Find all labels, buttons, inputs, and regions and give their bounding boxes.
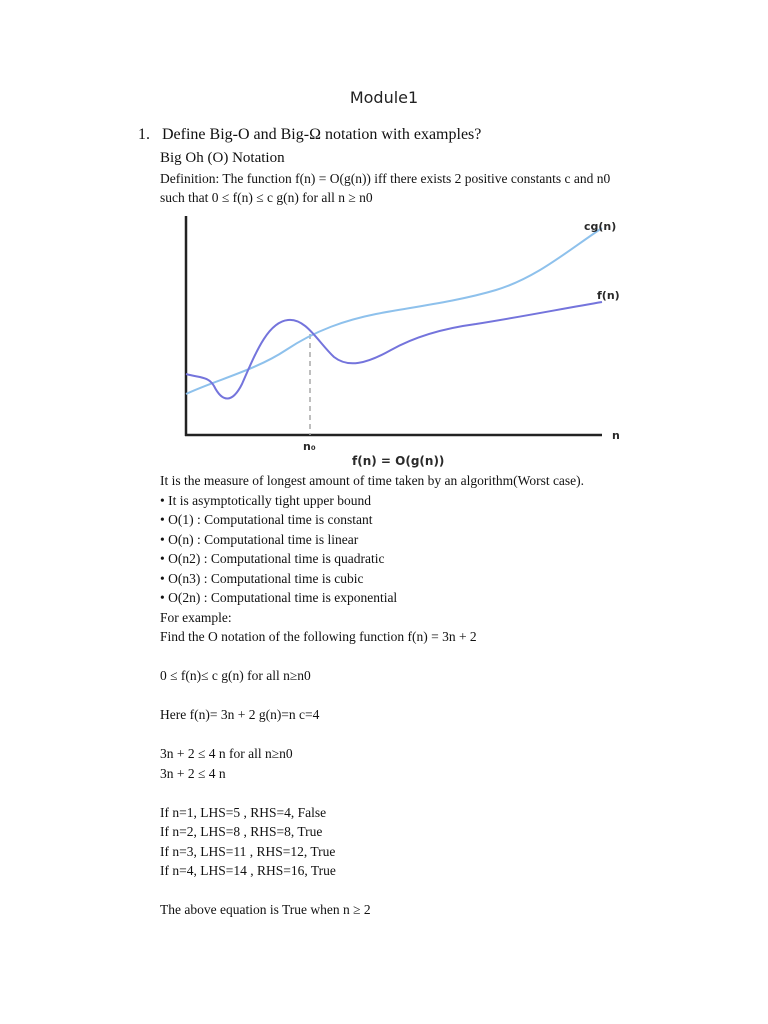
big-o-graph (176, 212, 640, 470)
n-axis-label: n (612, 429, 620, 442)
body-line: Here f(n)= 3n + 2 g(n)=n c=4 (160, 707, 320, 722)
body-line: If n=3, LHS=11 , RHS=12, True (160, 843, 336, 859)
body-line: If n=1, LHS=5 , RHS=4, False (160, 804, 327, 820)
question-text: Define Big-O and Big-Ω notation with examples? (162, 126, 482, 143)
body-line: • O(n) : Computational time is linear (160, 531, 359, 547)
section-subheading: Big Oh (O) Notation (160, 150, 285, 166)
n0-label: n₀ (303, 440, 316, 453)
question-number: 1. (138, 126, 150, 143)
f-n-label: f(n) (597, 289, 620, 302)
body-line: 0 ≤ f(n)≤ c g(n) for all n≥n0 (160, 668, 311, 683)
question-1 (138, 126, 481, 144)
body-line: If n=2, LHS=8 , RHS=8, True (160, 824, 323, 839)
body-line: • O(n2) : Computational time is quadratic (160, 551, 385, 566)
f-n-curve (186, 302, 602, 399)
definition-line: such that 0 ≤ f(n) ≤ c g(n) for all n ≥ n0 (160, 190, 373, 205)
body-line: Find the O notation of the following function f(n) = 3n + 2 (160, 629, 477, 644)
body-line: • O(1) : Computational time is constant (160, 512, 373, 527)
module-title: Module1 (349, 88, 419, 107)
body-line: 3n + 2 ≤ 4 n for all n≥n0 (160, 746, 293, 761)
big-o-figure (176, 212, 640, 470)
figure-caption: f(n) = O(g(n)) (352, 454, 445, 468)
definition-line: Definition: The function f(n) = O(g(n)) iff there exists 2 positive constants c and n0 (160, 171, 611, 186)
body-line: • O(2n) : Computational time is exponential (160, 590, 398, 605)
body-line: The above equation is True when n ≥ 2 (160, 902, 371, 917)
body-line: • O(n3) : Computational time is cubic (160, 570, 364, 586)
body-line: 3n + 2 ≤ 4 n (160, 765, 226, 781)
body-line: • It is asymptotically tight upper bound (160, 492, 371, 508)
body-line: For example: (160, 609, 232, 625)
body-line: It is the measure of longest amount of time taken by an algorithm(Worst case). (160, 473, 585, 488)
body-line: If n=4, LHS=14 , RHS=16, True (160, 863, 336, 878)
cg-n-label: cg(n) (584, 220, 617, 233)
